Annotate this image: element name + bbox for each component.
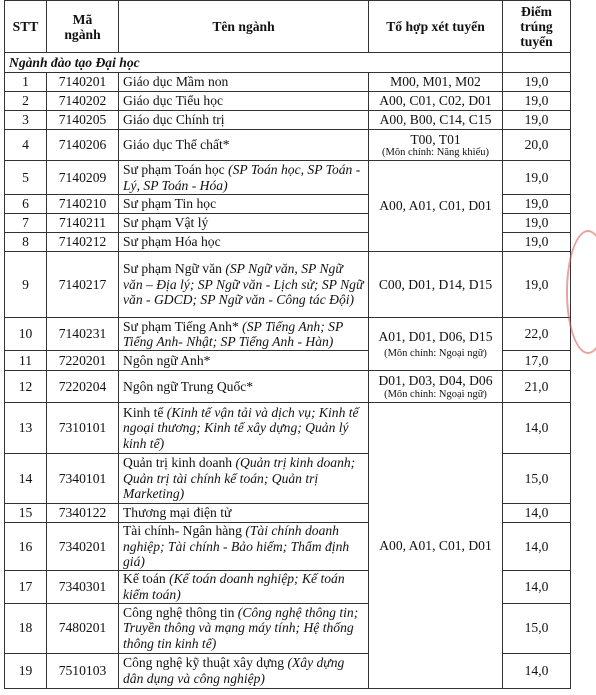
- row-diem: 14,0: [503, 653, 571, 688]
- row-diem: 14,0: [503, 523, 571, 571]
- row-stt: 15: [5, 504, 47, 523]
- row-combo: M00, M01, M02: [369, 73, 503, 92]
- row-ten: Sư phạm Tin học: [119, 195, 369, 214]
- row-combo: T00, T01 (Môn chính: Năng khiếu): [369, 130, 503, 161]
- row-diem: 14,0: [503, 403, 571, 454]
- row-ten: Sư phạm Tiếng Anh* (SP Tiếng Anh; SP Tiếng Anh- Nhật; SP Tiếng Anh - Hàn): [119, 318, 369, 351]
- row-stt: 13: [5, 403, 47, 454]
- row-stt: 7: [5, 214, 47, 233]
- row-ma: 7140209: [47, 161, 119, 195]
- row-stt: 12: [5, 371, 47, 403]
- row-stt: 10: [5, 318, 47, 351]
- row-ten: Giáo dục Thể chất*: [119, 130, 369, 161]
- row-ten: Kinh tế (Kinh tế vận tải và dịch vụ; Kinh tế ngoại thương; Kinh tế xây dựng; Quản lý kinh tế): [119, 403, 369, 454]
- table-row: [5, 73, 571, 92]
- row-diem: 15,0: [503, 603, 571, 653]
- row-diem: 14,0: [503, 504, 571, 523]
- row-ma: 7140231: [47, 318, 119, 351]
- row-combo-group: A01, D01, D06, D15 (Môn chính: Ngoại ngữ): [369, 318, 503, 371]
- row-combo: A00, C01, C02, D01: [369, 92, 503, 111]
- row-ma: 7340201: [47, 523, 119, 571]
- row-diem: 19,0: [503, 92, 571, 111]
- row-diem: 19,0: [503, 195, 571, 214]
- row-stt: 8: [5, 233, 47, 252]
- header-stt: STT: [5, 1, 47, 53]
- row-ten: Công nghệ thông tin (Công nghệ thông tin; Truyền thông và mạng máy tính; Hệ thống thông tin kinh tế): [119, 603, 369, 653]
- row-ma: 7140211: [47, 214, 119, 233]
- row-ten: Kế toán (Kế toán doanh nghiệp; Kế toán kiểm toán): [119, 570, 369, 603]
- table-row: [5, 371, 571, 403]
- row-combo: D01, D03, D04, D06 (Môn chính: Ngoại ngữ): [369, 371, 503, 403]
- header-ten-nganh: Tên ngành: [119, 1, 369, 53]
- row-ten: Giáo dục Chính trị: [119, 111, 369, 130]
- row-diem: 19,0: [503, 214, 571, 233]
- header-ma-nganh: Mã ngành: [47, 1, 119, 53]
- row-ten: Sư phạm Vật lý: [119, 214, 369, 233]
- table-row: [5, 318, 571, 351]
- row-ma: 7340101: [47, 454, 119, 504]
- row-diem: 22,0: [503, 318, 571, 351]
- table-row: [5, 403, 571, 454]
- table-row: [5, 252, 571, 318]
- row-ma: 7140202: [47, 92, 119, 111]
- table-row: [5, 130, 571, 161]
- row-stt: 14: [5, 454, 47, 504]
- row-diem: 19,0: [503, 161, 571, 195]
- row-ma: 7140212: [47, 233, 119, 252]
- row-stt: 4: [5, 130, 47, 161]
- row-ma: 7140217: [47, 252, 119, 318]
- row-stt: 5: [5, 161, 47, 195]
- row-ten: Tài chính- Ngân hàng (Tài chính doanh nghiệp; Tài chính - Bảo hiểm; Thẩm định giá): [119, 523, 369, 571]
- header-row: [5, 1, 571, 53]
- row-combo: A00, B00, C14, C15: [369, 111, 503, 130]
- row-diem: 20,0: [503, 130, 571, 161]
- row-ten: Sư phạm Hóa học: [119, 233, 369, 252]
- row-diem: 19,0: [503, 73, 571, 92]
- row-diem: 14,0: [503, 570, 571, 603]
- row-diem: 15,0: [503, 454, 571, 504]
- row-ten: Giáo dục Tiểu học: [119, 92, 369, 111]
- row-ten: Sư phạm Toán học (SP Toán học, SP Toán - Lý, SP Toán - Hóa): [119, 161, 369, 195]
- row-ma: 7140206: [47, 130, 119, 161]
- row-stt: 18: [5, 603, 47, 653]
- row-ma: 7220204: [47, 371, 119, 403]
- row-ma: 7140201: [47, 73, 119, 92]
- row-ma: 7340301: [47, 570, 119, 603]
- table-row: [5, 92, 571, 111]
- row-stt: 9: [5, 252, 47, 318]
- admission-score-table: [4, 0, 571, 689]
- row-ten: Sư phạm Ngữ văn (SP Ngữ văn, SP Ngữ văn – Địa lý; SP Ngữ văn - Lịch sử; SP Ngữ văn - GDCD; SP Ngữ văn - Công tác Đội): [119, 252, 369, 318]
- table-row: [5, 161, 571, 195]
- row-ten: Ngôn ngữ Anh*: [119, 351, 369, 371]
- row-diem: 19,0: [503, 233, 571, 252]
- row-ma: 7140205: [47, 111, 119, 130]
- row-diem: 19,0: [503, 111, 571, 130]
- header-diem: Điểm trúng tuyển: [503, 1, 571, 53]
- header-to-hop: Tổ hợp xét tuyển: [369, 1, 503, 53]
- row-ma: 7510103: [47, 653, 119, 688]
- row-ma: 7310101: [47, 403, 119, 454]
- row-diem: 21,0: [503, 371, 571, 403]
- row-diem: 17,0: [503, 351, 571, 371]
- row-ten: Công nghệ kỹ thuật xây dựng (Xây dựng dân dụng và công nghiệp): [119, 653, 369, 688]
- row-ma: 7220201: [47, 351, 119, 371]
- row-stt: 17: [5, 570, 47, 603]
- row-ten: Ngôn ngữ Trung Quốc*: [119, 371, 369, 403]
- row-stt: 3: [5, 111, 47, 130]
- row-ten: Thương mại điện tử: [119, 504, 369, 523]
- row-ten: Quản trị kinh doanh (Quản trị kinh doanh; Quản trị tài chính kế toán; Quản trị Marketing): [119, 454, 369, 504]
- row-stt: 1: [5, 73, 47, 92]
- row-stt: 6: [5, 195, 47, 214]
- row-ten: Giáo dục Mầm non: [119, 73, 369, 92]
- row-ma: 7480201: [47, 603, 119, 653]
- row-stt: 11: [5, 351, 47, 371]
- table-row: [5, 111, 571, 130]
- row-ma: 7340122: [47, 504, 119, 523]
- row-stt: 16: [5, 523, 47, 571]
- section-title: Ngành đào tạo Đại học: [5, 53, 503, 73]
- row-combo-group: A00, A01, C01, D01: [369, 403, 503, 689]
- row-combo-group: A00, A01, C01, D01: [369, 161, 503, 252]
- row-ma: 7140210: [47, 195, 119, 214]
- row-stt: 19: [5, 653, 47, 688]
- row-combo: C00, D01, D14, D15: [369, 252, 503, 318]
- row-diem: 19,0: [503, 252, 571, 318]
- row-stt: 2: [5, 92, 47, 111]
- section-row: [5, 53, 571, 73]
